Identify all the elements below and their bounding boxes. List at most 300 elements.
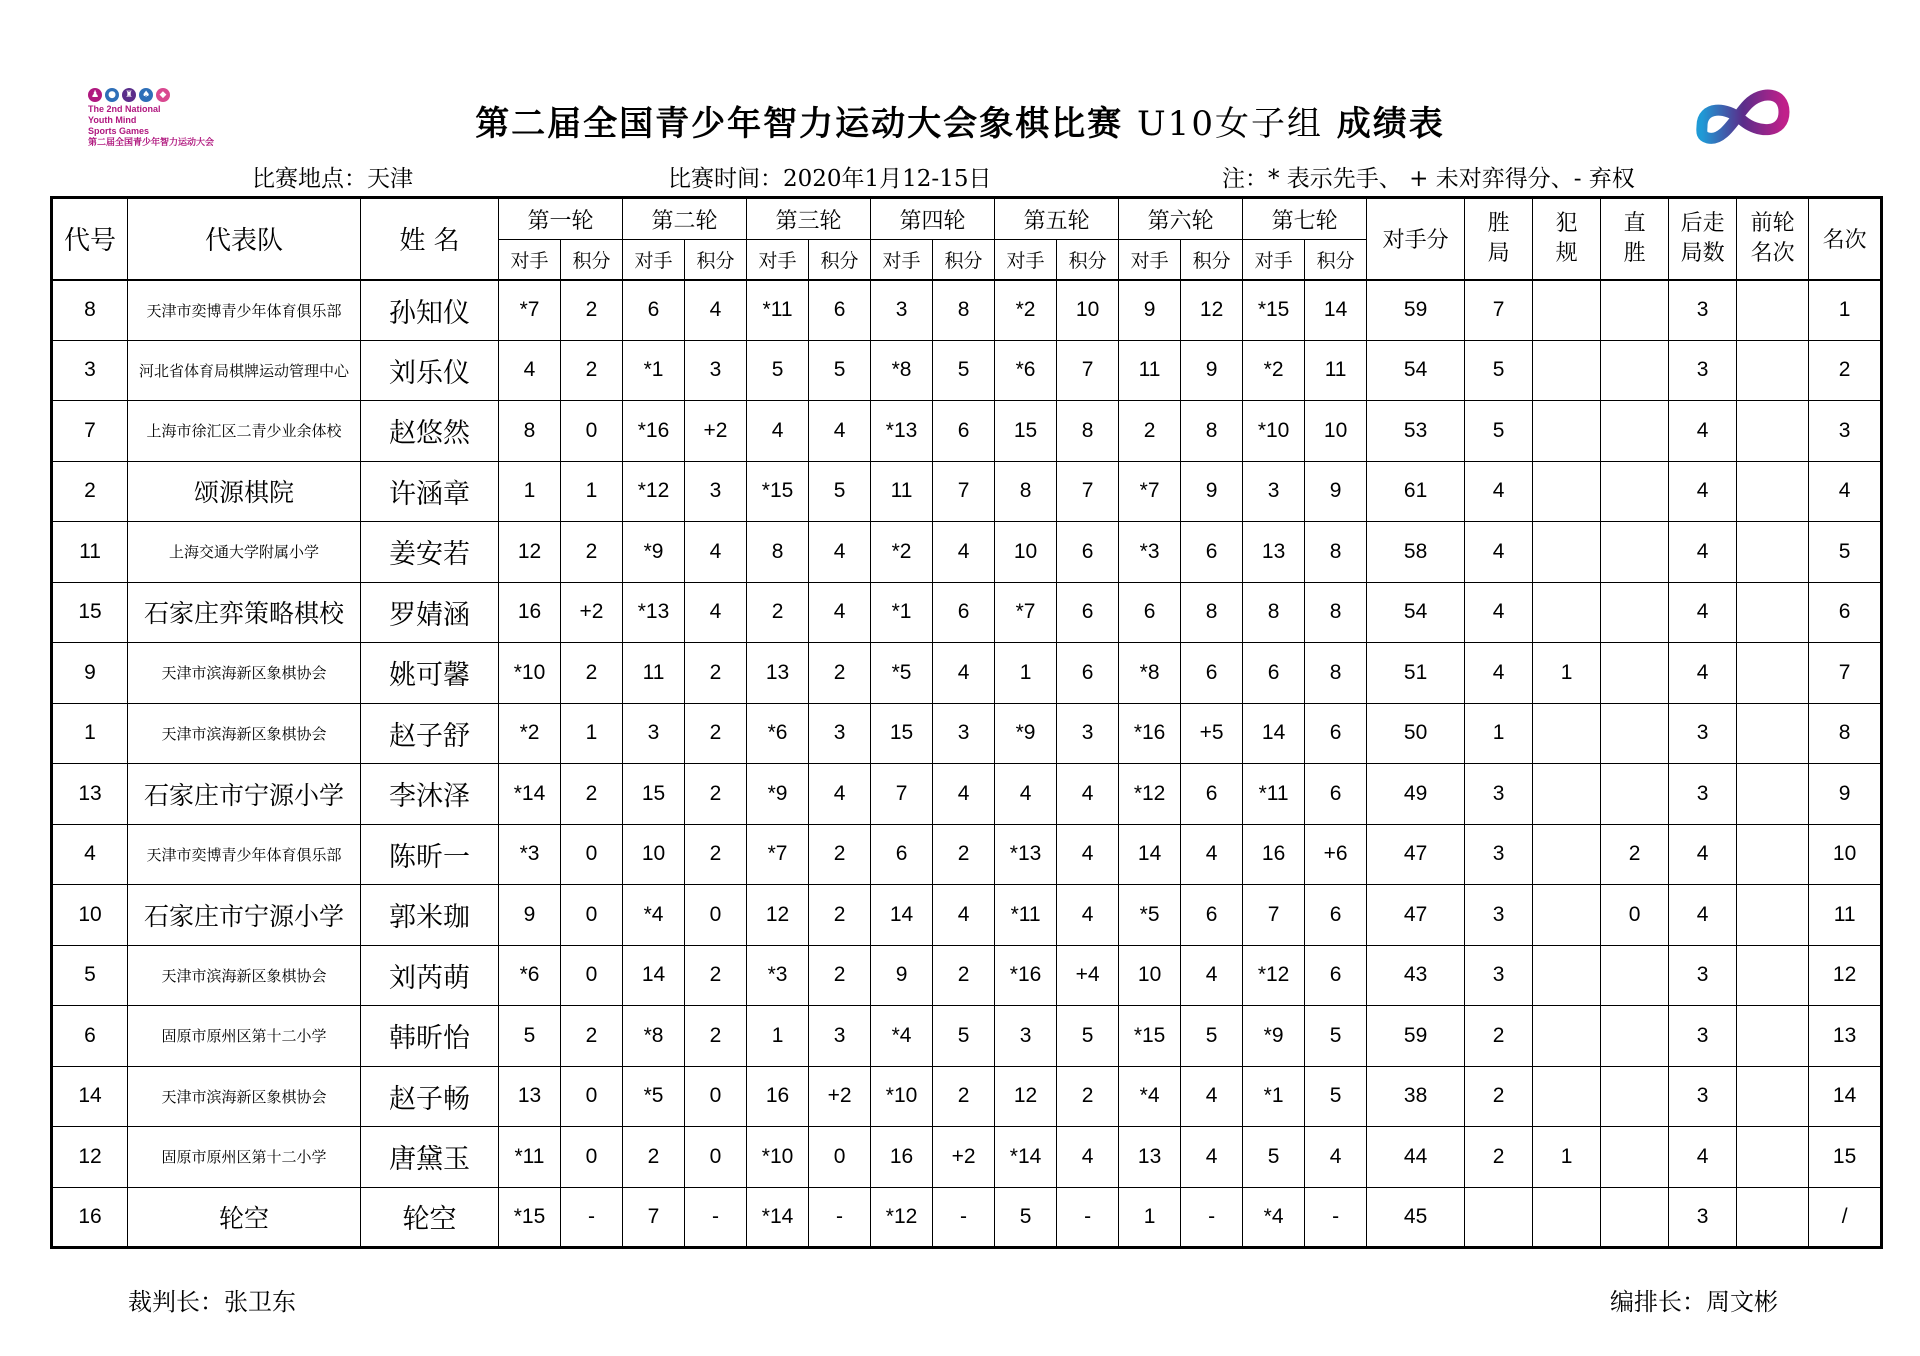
cell-opponent: *9 — [995, 703, 1057, 764]
cell-fouls — [1533, 340, 1601, 401]
cell-points: 4 — [1305, 1127, 1367, 1188]
cell-opponent: 3 — [995, 1006, 1057, 1067]
header-moves-second: 后走局数 — [1669, 198, 1737, 280]
cell-name: 赵子畅 — [361, 1066, 499, 1127]
cell-opponent: 1 — [1119, 1187, 1181, 1248]
cell-points: 9 — [1181, 461, 1243, 522]
cell-wins: 4 — [1465, 461, 1533, 522]
cell-points: 6 — [1181, 885, 1243, 946]
cell-opponent: *8 — [1119, 643, 1181, 704]
cell-points: 5 — [933, 340, 995, 401]
header-team: 代表队 — [128, 198, 361, 280]
cell-opponent: *11 — [499, 1127, 561, 1188]
cell-opponent: 7 — [623, 1187, 685, 1248]
cell-points: 7 — [1057, 461, 1119, 522]
cell-opp-score: 54 — [1367, 340, 1465, 401]
cell-wins: 3 — [1465, 945, 1533, 1006]
cell-points: 4 — [1057, 1127, 1119, 1188]
cell-team: 天津市滨海新区象棋协会 — [128, 703, 361, 764]
cell-points: 0 — [561, 945, 623, 1006]
header-round-4: 第四轮 — [871, 198, 995, 240]
page-title — [0, 96, 1920, 145]
cell-points: 2 — [933, 1066, 995, 1127]
cell-opponent: 1 — [499, 461, 561, 522]
cell-points: 0 — [561, 1127, 623, 1188]
cell-points: - — [809, 1187, 871, 1248]
cell-opponent: 5 — [747, 340, 809, 401]
cell-team: 石家庄弈策略棋校 — [128, 582, 361, 643]
header-wins: 胜局 — [1465, 198, 1533, 280]
cell-name: 李沐泽 — [361, 764, 499, 825]
cell-opp-score: 51 — [1367, 643, 1465, 704]
cell-team: 天津市奕博青少年体育俱乐部 — [128, 824, 361, 885]
cell-opponent: 1 — [995, 643, 1057, 704]
cell-wins: 7 — [1465, 280, 1533, 341]
cell-points: 2 — [561, 764, 623, 825]
cell-code: 9 — [52, 643, 128, 704]
cell-direct — [1601, 643, 1669, 704]
table-row — [52, 1127, 1882, 1188]
cell-points: 2 — [685, 1006, 747, 1067]
cell-opp-score: 54 — [1367, 582, 1465, 643]
cell-code: 13 — [52, 764, 128, 825]
cell-opponent: 15 — [871, 703, 933, 764]
cell-prev-rank — [1737, 885, 1809, 946]
subheader-opponent: 对手 — [623, 240, 685, 280]
cell-team: 固原市原州区第十二小学 — [128, 1127, 361, 1188]
cell-opp-score: 59 — [1367, 280, 1465, 341]
cell-moves-second: 4 — [1669, 461, 1737, 522]
cell-prev-rank — [1737, 522, 1809, 583]
cell-opponent: *13 — [871, 401, 933, 462]
cell-fouls — [1533, 703, 1601, 764]
cell-points: 4 — [1057, 824, 1119, 885]
cell-points: 3 — [685, 340, 747, 401]
cell-opp-score: 44 — [1367, 1127, 1465, 1188]
cell-opponent: *1 — [1243, 1066, 1305, 1127]
cell-opponent: *11 — [747, 280, 809, 341]
cell-code: 3 — [52, 340, 128, 401]
cell-prev-rank — [1737, 1066, 1809, 1127]
cell-code: 11 — [52, 522, 128, 583]
cell-points: 4 — [1181, 1127, 1243, 1188]
cell-points: 6 — [1181, 643, 1243, 704]
cell-points: 9 — [1305, 461, 1367, 522]
cell-name: 许涵章 — [361, 461, 499, 522]
cell-points: 2 — [685, 703, 747, 764]
cell-points: 4 — [933, 643, 995, 704]
table-row — [52, 1006, 1882, 1067]
cell-opponent: 2 — [1119, 401, 1181, 462]
cell-name: 郭米珈 — [361, 885, 499, 946]
cell-points: 1 — [561, 461, 623, 522]
cell-points: 2 — [933, 945, 995, 1006]
xiangqi-icon: ♜ — [122, 88, 136, 102]
cell-opponent: 6 — [623, 280, 685, 341]
table-row — [52, 764, 1882, 825]
cell-team: 石家庄市宁源小学 — [128, 764, 361, 825]
cell-opponent: 16 — [871, 1127, 933, 1188]
cell-direct — [1601, 1006, 1669, 1067]
subheader-points: 积分 — [1305, 240, 1367, 280]
cell-direct: 0 — [1601, 885, 1669, 946]
cell-fouls — [1533, 885, 1601, 946]
cell-opponent: 4 — [499, 340, 561, 401]
cell-points: 0 — [561, 401, 623, 462]
cell-opponent: *15 — [1119, 1006, 1181, 1067]
logo-line2: Youth Mind — [88, 115, 137, 125]
cell-opponent: *7 — [1119, 461, 1181, 522]
cell-points: 5 — [1057, 1006, 1119, 1067]
header-round-1: 第一轮 — [499, 198, 623, 240]
cell-opp-score: 59 — [1367, 1006, 1465, 1067]
cell-rank: 12 — [1809, 945, 1882, 1006]
cell-points: 2 — [561, 643, 623, 704]
subheader-points: 积分 — [1057, 240, 1119, 280]
cell-points: 2 — [561, 280, 623, 341]
cell-code: 1 — [52, 703, 128, 764]
cell-points: 0 — [561, 885, 623, 946]
header-round-7: 第七轮 — [1243, 198, 1367, 240]
results-table — [50, 196, 1883, 1249]
cell-opp-score: 49 — [1367, 764, 1465, 825]
cell-points: 6 — [1305, 885, 1367, 946]
cell-points: 4 — [933, 764, 995, 825]
cell-points: 6 — [933, 401, 995, 462]
cell-direct — [1601, 522, 1669, 583]
cell-name: 轮空 — [361, 1187, 499, 1248]
cell-code: 16 — [52, 1187, 128, 1248]
cell-points: 3 — [933, 703, 995, 764]
cell-points: 12 — [1181, 280, 1243, 341]
cell-code: 14 — [52, 1066, 128, 1127]
venue: 比赛地点：天津 — [252, 166, 413, 192]
cell-points: 10 — [1305, 401, 1367, 462]
cell-opponent: 4 — [747, 401, 809, 462]
cell-prev-rank — [1737, 280, 1809, 341]
cell-prev-rank — [1737, 461, 1809, 522]
cell-points: 2 — [809, 643, 871, 704]
cell-opponent: 9 — [1119, 280, 1181, 341]
cell-opponent: 10 — [1119, 945, 1181, 1006]
cell-opponent: *3 — [499, 824, 561, 885]
cell-opp-score: 38 — [1367, 1066, 1465, 1127]
cell-wins: 3 — [1465, 885, 1533, 946]
cell-points: +2 — [809, 1066, 871, 1127]
cell-opponent: 6 — [1119, 582, 1181, 643]
cell-opponent: *16 — [623, 401, 685, 462]
chief-referee: 裁判长：张卫东 — [128, 1288, 296, 1316]
cell-moves-second: 3 — [1669, 1006, 1737, 1067]
table-row — [52, 945, 1882, 1006]
cell-points: 4 — [685, 582, 747, 643]
cell-opp-score: 58 — [1367, 522, 1465, 583]
subheader-opponent: 对手 — [747, 240, 809, 280]
cell-points: 2 — [809, 824, 871, 885]
cell-name: 韩昕怡 — [361, 1006, 499, 1067]
cell-points: - — [1181, 1187, 1243, 1248]
cell-code: 2 — [52, 461, 128, 522]
cell-prev-rank — [1737, 1187, 1809, 1248]
cell-opponent: *12 — [623, 461, 685, 522]
cell-points: 6 — [809, 280, 871, 341]
cell-opponent: 11 — [1119, 340, 1181, 401]
cell-prev-rank — [1737, 1006, 1809, 1067]
cell-direct — [1601, 401, 1669, 462]
cell-moves-second: 4 — [1669, 522, 1737, 583]
cell-opponent: *11 — [995, 885, 1057, 946]
cell-opponent: 3 — [623, 703, 685, 764]
subheader-points: 积分 — [561, 240, 623, 280]
subheader-opponent: 对手 — [499, 240, 561, 280]
legend-note: 注：* 表示先手、 + 未对弈得分、- 弃权 — [1222, 166, 1635, 192]
pairing-chief: 编排长：周文彬 — [1610, 1288, 1778, 1316]
cell-opponent: 12 — [499, 522, 561, 583]
cell-points: - — [561, 1187, 623, 1248]
cell-wins — [1465, 1187, 1533, 1248]
cell-fouls — [1533, 1066, 1601, 1127]
cell-points: 8 — [1181, 401, 1243, 462]
go-icon: ● — [105, 88, 119, 102]
cell-opponent: 9 — [871, 945, 933, 1006]
cell-moves-second: 4 — [1669, 643, 1737, 704]
cell-rank: 8 — [1809, 703, 1882, 764]
cell-opponent: *2 — [1243, 340, 1305, 401]
cell-rank: 10 — [1809, 824, 1882, 885]
table-row — [52, 280, 1882, 341]
cell-opponent: *13 — [623, 582, 685, 643]
cell-opponent: 14 — [623, 945, 685, 1006]
cell-team: 颂源棋院 — [128, 461, 361, 522]
cell-moves-second: 3 — [1669, 764, 1737, 825]
cell-points: 2 — [809, 885, 871, 946]
cell-opponent: *12 — [1243, 945, 1305, 1006]
cell-opponent: 12 — [747, 885, 809, 946]
cell-points: 6 — [1305, 703, 1367, 764]
cell-wins: 4 — [1465, 582, 1533, 643]
cell-points: 2 — [685, 764, 747, 825]
cell-direct — [1601, 703, 1669, 764]
cell-moves-second: 4 — [1669, 582, 1737, 643]
cell-name: 罗婧涵 — [361, 582, 499, 643]
cell-opponent: 9 — [499, 885, 561, 946]
cell-name: 姚可馨 — [361, 643, 499, 704]
cell-team: 石家庄市宁源小学 — [128, 885, 361, 946]
cell-opp-score: 45 — [1367, 1187, 1465, 1248]
cell-points: 7 — [933, 461, 995, 522]
cell-opponent: 13 — [499, 1066, 561, 1127]
cell-opponent: 8 — [995, 461, 1057, 522]
cell-points: - — [1057, 1187, 1119, 1248]
cell-opponent: *4 — [623, 885, 685, 946]
cell-points: 0 — [685, 1066, 747, 1127]
cell-points: +2 — [933, 1127, 995, 1188]
cell-opp-score: 61 — [1367, 461, 1465, 522]
cell-opponent: *4 — [871, 1006, 933, 1067]
cell-points: 3 — [809, 703, 871, 764]
table-row — [52, 401, 1882, 462]
cell-moves-second: 3 — [1669, 280, 1737, 341]
cell-opp-score: 53 — [1367, 401, 1465, 462]
cell-points: 7 — [1057, 340, 1119, 401]
cell-team: 天津市滨海新区象棋协会 — [128, 1066, 361, 1127]
cell-points: 5 — [1305, 1006, 1367, 1067]
cell-code: 5 — [52, 945, 128, 1006]
cell-opponent: 14 — [871, 885, 933, 946]
cell-opponent: 16 — [499, 582, 561, 643]
cell-opp-score: 47 — [1367, 885, 1465, 946]
cell-opponent: 15 — [995, 401, 1057, 462]
cell-opponent: *10 — [1243, 401, 1305, 462]
cell-rank: 6 — [1809, 582, 1882, 643]
cell-points: 6 — [1057, 582, 1119, 643]
cell-fouls — [1533, 401, 1601, 462]
cell-opponent: *5 — [623, 1066, 685, 1127]
cell-points: 4 — [685, 280, 747, 341]
subheader-points: 积分 — [809, 240, 871, 280]
cell-direct — [1601, 764, 1669, 825]
cell-wins: 3 — [1465, 824, 1533, 885]
cell-moves-second: 3 — [1669, 340, 1737, 401]
cell-opponent: 11 — [623, 643, 685, 704]
cell-points: 4 — [809, 522, 871, 583]
cell-opponent: 16 — [747, 1066, 809, 1127]
cell-points: 4 — [933, 522, 995, 583]
subheader-opponent: 对手 — [1243, 240, 1305, 280]
cell-opponent: 12 — [995, 1066, 1057, 1127]
cell-opponent: *5 — [1119, 885, 1181, 946]
cell-opponent: *15 — [747, 461, 809, 522]
cell-rank: 4 — [1809, 461, 1882, 522]
cell-opponent: 6 — [871, 824, 933, 885]
cell-code: 7 — [52, 401, 128, 462]
cell-opponent: 11 — [871, 461, 933, 522]
cell-points: 5 — [809, 461, 871, 522]
cell-points: 4 — [809, 401, 871, 462]
cell-opponent: 10 — [995, 522, 1057, 583]
cell-wins: 4 — [1465, 643, 1533, 704]
logo-line3: Sports Games — [88, 126, 150, 136]
cell-direct — [1601, 1187, 1669, 1248]
cell-wins: 5 — [1465, 340, 1533, 401]
cell-points: 2 — [685, 643, 747, 704]
cell-opponent: *3 — [747, 945, 809, 1006]
cell-points: 2 — [1057, 1066, 1119, 1127]
header-opp-score: 对手分 — [1367, 198, 1465, 280]
cell-points: 3 — [809, 1006, 871, 1067]
cell-points: 6 — [1305, 945, 1367, 1006]
subheader-points: 积分 — [933, 240, 995, 280]
cell-rank: 5 — [1809, 522, 1882, 583]
table-row — [52, 703, 1882, 764]
subheader-opponent: 对手 — [995, 240, 1057, 280]
title-main: 第二届全国青少年智力运动大会象棋比赛 — [475, 104, 1124, 144]
cell-rank: / — [1809, 1187, 1882, 1248]
cell-direct — [1601, 1127, 1669, 1188]
cell-moves-second: 4 — [1669, 1127, 1737, 1188]
cell-points: 6 — [933, 582, 995, 643]
cell-points: 5 — [809, 340, 871, 401]
cell-opp-score: 43 — [1367, 945, 1465, 1006]
cell-team: 天津市滨海新区象棋协会 — [128, 945, 361, 1006]
cell-points: 3 — [1057, 703, 1119, 764]
chess-icon: ♟ — [88, 88, 102, 102]
header-direct: 直胜 — [1601, 198, 1669, 280]
header-round-2: 第二轮 — [623, 198, 747, 240]
cell-wins: 2 — [1465, 1066, 1533, 1127]
cell-opponent: *7 — [995, 582, 1057, 643]
cell-direct — [1601, 461, 1669, 522]
cell-code: 8 — [52, 280, 128, 341]
cell-rank: 7 — [1809, 643, 1882, 704]
cell-points: +4 — [1057, 945, 1119, 1006]
cell-prev-rank — [1737, 703, 1809, 764]
cell-opponent: 3 — [871, 280, 933, 341]
cell-opponent: 13 — [747, 643, 809, 704]
cell-team: 天津市奕博青少年体育俱乐部 — [128, 280, 361, 341]
cell-fouls — [1533, 582, 1601, 643]
header-name: 姓 名 — [361, 198, 499, 280]
cell-team: 天津市滨海新区象棋协会 — [128, 643, 361, 704]
cell-name: 孙知仪 — [361, 280, 499, 341]
cell-fouls — [1533, 824, 1601, 885]
cell-fouls — [1533, 945, 1601, 1006]
table-row — [52, 522, 1882, 583]
cell-wins: 4 — [1465, 522, 1533, 583]
cell-code: 10 — [52, 885, 128, 946]
cell-points: 6 — [1057, 522, 1119, 583]
cell-prev-rank — [1737, 1127, 1809, 1188]
cell-rank: 2 — [1809, 340, 1882, 401]
cell-opponent: *5 — [871, 643, 933, 704]
cell-moves-second: 3 — [1669, 703, 1737, 764]
cell-opponent: *10 — [871, 1066, 933, 1127]
cell-opponent: 14 — [1243, 703, 1305, 764]
cell-points: 4 — [1181, 824, 1243, 885]
table-row — [52, 1187, 1882, 1248]
cell-opponent: *4 — [1119, 1066, 1181, 1127]
cell-opponent: *10 — [499, 643, 561, 704]
cell-points: 8 — [1305, 643, 1367, 704]
cell-points: 2 — [685, 945, 747, 1006]
cell-opponent: *15 — [499, 1187, 561, 1248]
subheader-points: 积分 — [685, 240, 747, 280]
cell-opponent: *12 — [871, 1187, 933, 1248]
cell-opponent: *14 — [499, 764, 561, 825]
cell-points: 0 — [685, 885, 747, 946]
cell-opponent: *16 — [995, 945, 1057, 1006]
cell-fouls — [1533, 522, 1601, 583]
cell-opponent: 5 — [1243, 1127, 1305, 1188]
cell-opponent: *2 — [995, 280, 1057, 341]
cell-opponent: 7 — [1243, 885, 1305, 946]
cell-name: 刘芮萌 — [361, 945, 499, 1006]
cell-prev-rank — [1737, 401, 1809, 462]
cell-points: 8 — [1057, 401, 1119, 462]
cell-rank: 9 — [1809, 764, 1882, 825]
cell-opponent: *1 — [871, 582, 933, 643]
cell-opponent: 8 — [499, 401, 561, 462]
header-row-1 — [52, 198, 1882, 240]
cell-points: 4 — [1181, 945, 1243, 1006]
cell-points: 10 — [1057, 280, 1119, 341]
checkers-icon: ◆ — [156, 88, 170, 102]
header-round-5: 第五轮 — [995, 198, 1119, 240]
cell-points: 0 — [561, 1066, 623, 1127]
cell-points: 2 — [685, 824, 747, 885]
cell-moves-second: 4 — [1669, 401, 1737, 462]
cell-team: 上海交通大学附属小学 — [128, 522, 361, 583]
